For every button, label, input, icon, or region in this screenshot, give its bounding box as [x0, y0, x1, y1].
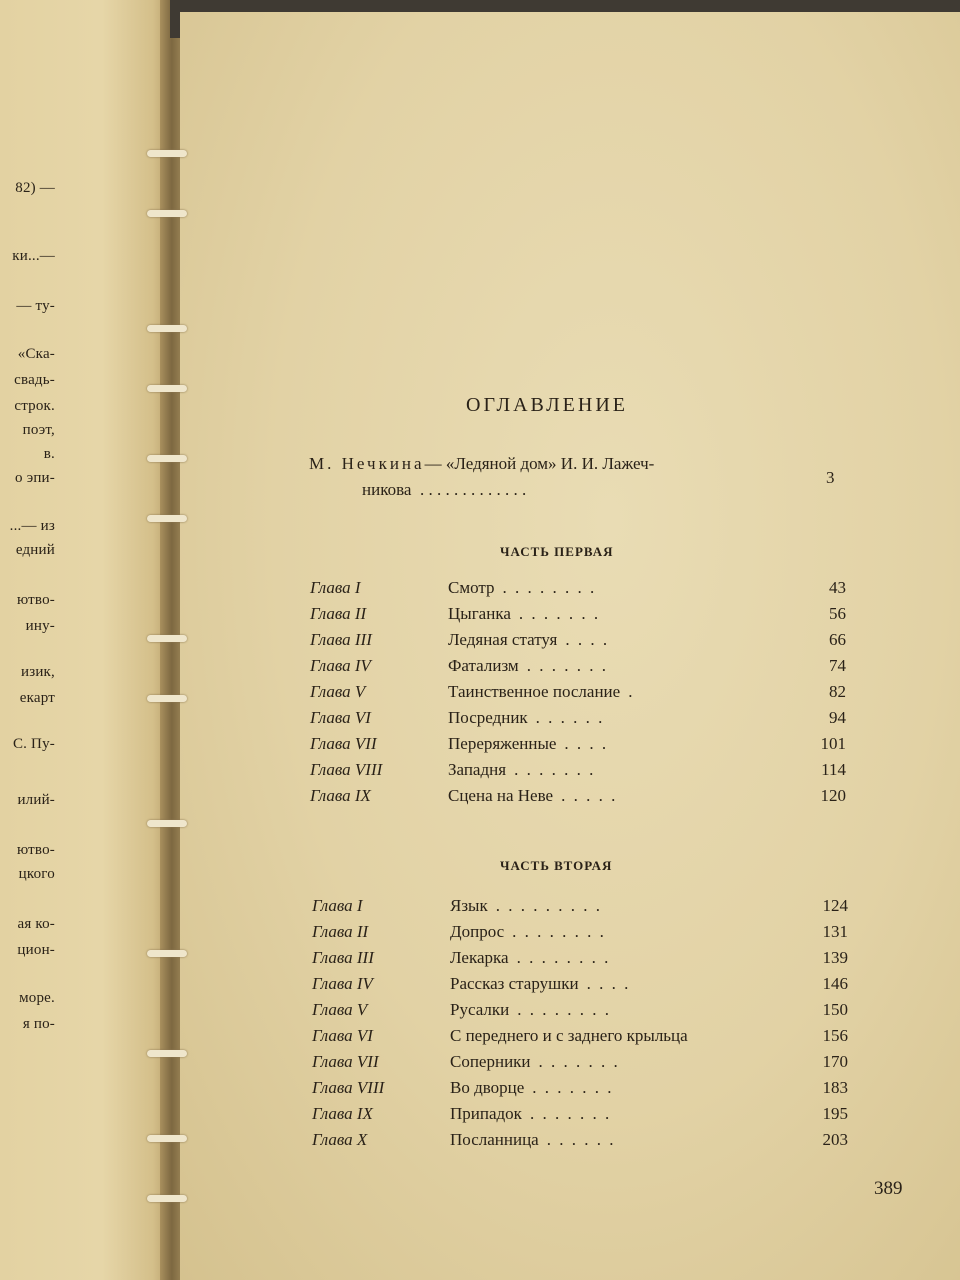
chapter-title — [450, 1078, 614, 1098]
toc-chapter-row — [312, 1052, 852, 1078]
chapter-leader-dots: . . . . — [565, 630, 610, 649]
chapter-number: Глава V — [312, 1000, 368, 1019]
chapter-title — [448, 760, 595, 780]
stitch-mark — [147, 1050, 187, 1057]
stitch-mark — [147, 1195, 187, 1202]
left-page-fragment: С. Пу- — [12, 736, 55, 752]
intro-dash: — — [424, 454, 442, 473]
chapter-title — [450, 1130, 615, 1150]
part-1-heading: ЧАСТЬ ПЕРВАЯ — [500, 544, 614, 559]
chapter-title-text: Смотр — [448, 578, 495, 597]
toc-chapter-row — [312, 948, 852, 974]
chapter-page-number: 124 — [822, 896, 848, 915]
chapter-number: Глава VIII — [312, 1078, 385, 1097]
chapter-leader-dots: . . . . . . . — [529, 1104, 612, 1123]
chapter-leader-dots: . . . . . . . — [526, 656, 608, 675]
chapter-title — [448, 708, 604, 728]
chapter-title — [450, 922, 606, 942]
chapter-leader-dots: . . . . . . . . — [512, 922, 606, 941]
chapter-page-number: 43 — [829, 578, 846, 597]
chapter-page-number: 101 — [820, 734, 846, 753]
stitch-mark — [147, 150, 187, 157]
chapter-title — [450, 896, 602, 916]
toc-chapter-row — [310, 760, 850, 786]
chapter-title-text: Западня — [448, 760, 507, 779]
chapter-number: Глава VII — [312, 1052, 379, 1071]
intro-title-line-2: никова — [362, 480, 412, 499]
toc-chapter-row — [310, 786, 850, 812]
chapter-page-number: 195 — [822, 1104, 848, 1123]
toc-chapter-row — [310, 604, 850, 630]
toc-chapter-row — [310, 734, 850, 760]
chapter-page-number: 131 — [822, 922, 848, 941]
chapter-page-number: 156 — [822, 1026, 848, 1045]
chapter-page-number: 150 — [822, 1000, 848, 1019]
chapter-number: Глава V — [310, 682, 366, 701]
chapter-title-text: Русалки — [450, 1000, 510, 1019]
left-page-fragment: цион- — [17, 942, 55, 958]
left-page-fragment: ...— из — [9, 518, 55, 534]
chapter-number: Глава IV — [312, 974, 373, 993]
left-page-fragment: о эпи- — [15, 470, 55, 486]
toc-chapter-row — [312, 1078, 852, 1104]
left-page-fragment: едний — [15, 542, 55, 558]
chapter-number: Глава VI — [310, 708, 371, 727]
chapter-title — [448, 656, 608, 676]
stitch-mark — [147, 455, 187, 462]
left-page-fragment: екарт — [19, 690, 55, 706]
chapter-leader-dots: . . . . — [564, 734, 609, 753]
intro-title-line-1: «Ледяной дом» И. И. Лажеч- — [445, 454, 655, 473]
chapter-title — [448, 604, 600, 624]
chapter-title-text: Во дворце — [450, 1078, 525, 1097]
chapter-page-number: 82 — [829, 682, 846, 701]
intro-page-number: 3 — [826, 468, 835, 487]
stitch-mark — [147, 325, 187, 332]
chapter-title — [450, 1026, 696, 1046]
chapter-page-number: 120 — [820, 786, 846, 805]
chapter-title — [448, 734, 608, 754]
left-page-fragment: свадь- — [14, 372, 55, 388]
chapter-title-text: Ледяная статуя — [448, 630, 558, 649]
chapter-page-number: 56 — [829, 604, 846, 623]
toc-chapter-row — [312, 1000, 852, 1026]
left-page-fragment: строк. — [14, 398, 55, 414]
chapter-title-text: Припадок — [450, 1104, 522, 1123]
chapter-number: Глава III — [310, 630, 372, 649]
chapter-leader-dots: . . . . . . . . — [516, 948, 611, 967]
stitch-mark — [147, 635, 187, 642]
stitch-mark — [147, 950, 187, 957]
chapter-number: Глава IX — [312, 1104, 373, 1123]
intro-dots: . . . . . . . . . . . . . — [419, 480, 527, 499]
stitch-mark — [147, 695, 187, 702]
intro-author: М. Нечкина — [309, 454, 425, 473]
toc-chapter-row — [312, 1130, 852, 1156]
chapter-leader-dots: . — [628, 682, 635, 701]
chapter-number: Глава VII — [310, 734, 377, 753]
toc-intro-line-2 — [362, 480, 526, 500]
chapter-leader-dots: . . . . — [586, 974, 631, 993]
chapter-number: Глава IX — [310, 786, 371, 805]
chapter-number: Глава III — [312, 948, 374, 967]
chapter-title — [450, 974, 630, 994]
chapter-title-text: Посланница — [450, 1130, 539, 1149]
left-page-fragment: ину- — [25, 618, 55, 634]
chapter-title-text: Цыганка — [448, 604, 511, 623]
toc-chapter-row — [312, 974, 852, 1000]
chapter-page-number: 203 — [822, 1130, 848, 1149]
chapter-leader-dots: . . . . . — [561, 786, 618, 805]
left-page-fragment: в. — [43, 446, 55, 462]
chapter-page-number: 114 — [821, 760, 846, 779]
chapter-page-number: 74 — [829, 656, 846, 675]
chapter-page-number: 66 — [829, 630, 846, 649]
toc-chapter-row — [312, 922, 852, 948]
chapter-title-text: Допрос — [450, 922, 505, 941]
chapter-leader-dots: . . . . . . . — [538, 1052, 620, 1071]
left-page-fragment: «Ска- — [17, 346, 55, 362]
left-page-fragment: ютво- — [16, 842, 55, 858]
chapter-title — [450, 948, 610, 968]
left-page-fragment: — ту- — [16, 298, 55, 314]
chapter-title-text: Таинственное послание — [448, 682, 621, 701]
part-2-heading: ЧАСТЬ ВТОРАЯ — [500, 858, 613, 873]
toc-chapter-row — [310, 578, 850, 604]
left-page-fragment: я по- — [22, 1016, 55, 1032]
left-page-fragment: ютво- — [16, 592, 55, 608]
toc-chapter-row — [310, 708, 850, 734]
chapter-title-text: Соперники — [450, 1052, 531, 1071]
chapter-leader-dots: . . . . . . . . — [502, 578, 597, 597]
stitch-mark — [147, 1135, 187, 1142]
chapter-page-number: 139 — [822, 948, 848, 967]
chapter-title — [448, 578, 596, 598]
chapter-leader-dots: . . . . . . — [546, 1130, 616, 1149]
chapter-page-number: 170 — [822, 1052, 848, 1071]
chapter-title-text: Лекарка — [450, 948, 509, 967]
left-page-fragment: изик, — [20, 664, 55, 680]
stitch-mark — [147, 820, 187, 827]
chapter-title-text: Язык — [450, 896, 488, 915]
toc-chapter-row — [310, 682, 850, 708]
chapter-number: Глава IV — [310, 656, 371, 675]
chapter-title-text: Сцена на Неве — [448, 786, 554, 805]
chapter-title-text: Переряженные — [448, 734, 557, 753]
stitch-mark — [147, 210, 187, 217]
page-number: 389 — [874, 1178, 903, 1199]
chapter-leader-dots: . . . . . . . — [532, 1078, 614, 1097]
left-page-fragment: 82) — — [15, 180, 55, 196]
chapter-number: Глава I — [312, 896, 363, 915]
left-page-fragment: ки...— — [12, 248, 55, 264]
chapter-leader-dots: . . . . . . — [535, 708, 605, 727]
chapter-title — [448, 630, 609, 650]
chapter-title-text: С переднего и с заднего крыльца — [450, 1026, 688, 1045]
left-page-fragment: илий- — [17, 792, 55, 808]
toc-chapter-row — [312, 1026, 852, 1052]
chapter-title — [450, 1052, 620, 1072]
left-page-fragment: поэт, — [22, 422, 55, 438]
toc-title: ОГЛАВЛЕНИЕ — [466, 394, 628, 416]
chapter-title — [448, 786, 617, 806]
chapter-number: Глава I — [310, 578, 361, 597]
chapter-title-text: Фатализм — [448, 656, 519, 675]
chapter-title — [450, 1104, 611, 1124]
left-page-fragment: цкого — [18, 866, 55, 882]
chapter-number: Глава II — [312, 922, 369, 941]
chapter-leader-dots: . . . . . . . . . — [495, 896, 602, 915]
chapter-number: Глава VIII — [310, 760, 383, 779]
toc-chapter-row — [310, 656, 850, 682]
toc-chapter-row — [312, 896, 852, 922]
chapter-title — [450, 1000, 611, 1020]
toc-intro-line-1 — [309, 454, 654, 474]
chapter-page-number: 94 — [829, 708, 846, 727]
chapter-leader-dots: . . . . . . . — [514, 760, 596, 779]
stitch-mark — [147, 515, 187, 522]
chapter-number: Глава VI — [312, 1026, 373, 1045]
chapter-title-text: Посредник — [448, 708, 528, 727]
chapter-number: Глава II — [310, 604, 367, 623]
toc-chapter-row — [310, 630, 850, 656]
chapter-number: Глава X — [312, 1130, 368, 1149]
chapter-title-text: Рассказ старушки — [450, 974, 579, 993]
chapter-leader-dots: . . . . . . . — [518, 604, 601, 623]
chapter-leader-dots: . . . . . . . . — [517, 1000, 611, 1019]
chapter-page-number: 183 — [822, 1078, 848, 1097]
stitch-mark — [147, 385, 187, 392]
chapter-title — [448, 682, 634, 702]
left-page-fragment: море. — [19, 990, 55, 1006]
chapter-page-number: 146 — [822, 974, 848, 993]
toc-chapter-row — [312, 1104, 852, 1130]
left-page-fragment: ая ко- — [17, 916, 55, 932]
